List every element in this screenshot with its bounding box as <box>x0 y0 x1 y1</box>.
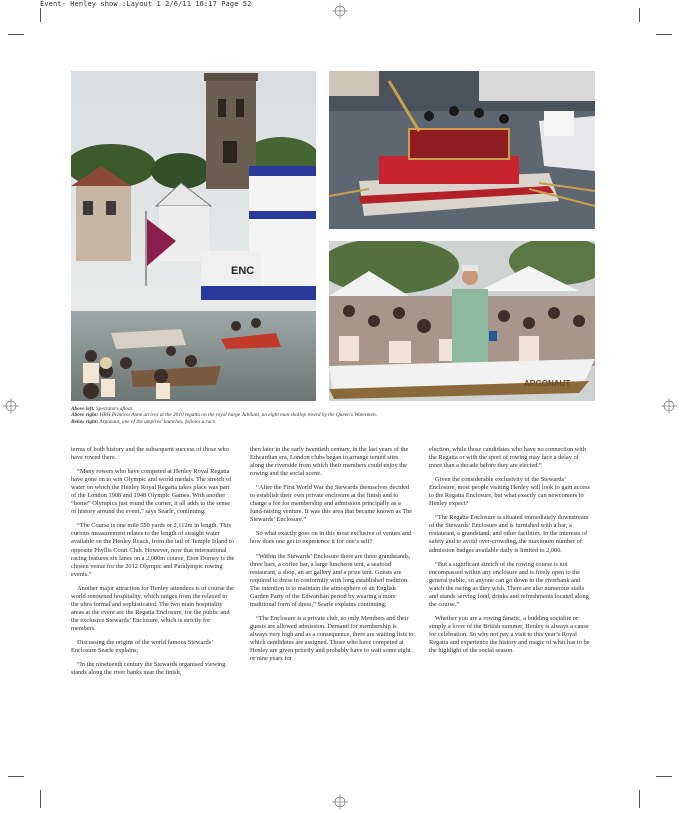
caption-above-left: Above left: Spectators afloat. <box>71 406 134 412</box>
crop-mark <box>656 34 672 35</box>
paragraph: Given the considerable exclusivity of the Stewards’ Enclosure, most people visiting Henley will look to gain access to the Regatta Enclosure, but what exactly can newcomers to Henley expect? <box>429 476 591 508</box>
umpire-launch-photo <box>329 241 595 401</box>
paragraph: then later in the early twentieth century, in the last years of the Edwardian era, London clubs began to arrange tented sites along the riverside from which their members could enjoy the rowing and the social scene. <box>250 446 409 478</box>
photo-captions <box>71 406 611 425</box>
article-column-3 <box>429 446 593 655</box>
paragraph: “The Enclosure is a private club, so only Members and their guests are allowed admission. Demand for membership is always very high and as a consequence, there are waiting lists to which candidates are assigned. Those who have competed at Henley are given priority and probably have to wait some eight or nine years for <box>250 614 414 663</box>
paragraph: Whether you are a rowing fanatic, a budding socialite or simply a lover of the British summer, Henley is always a cause for celebration. So why not pay a visit to this year’s Royal Regatta and experience the history and magic of what has to be the highlight of the social season. <box>429 614 590 655</box>
paragraph: election, while those candidates who have no connection with the Regatta or with the sport of rowing may face a delay of more than a decade before they are elected.” <box>429 446 586 470</box>
paragraph: terms of both history and the subsequent success of those who have rowed there. <box>71 446 229 462</box>
paragraph: “The Regatta Enclosure is situated immediately downstream of the Stewards’ Enclosure and is furnished with a bar, a restaurant, a grandstand, and other facilities. In the interests of safety and to avoid over-crowding, the maximum number of admission badges available daily is limited to 2,000. <box>429 514 589 554</box>
paragraph: “Many rowers who have competed at Henley Royal Regatta have gone on to win Olympic and world medals. The stretch of water on which the Henley Royal Regatta takes place was part of the London 1908 and 1948 Olympic Games. With another “home” Olympics just round the corner, it all adds to the sense of history around the event,” says Searle, continuing; <box>71 468 232 516</box>
paragraph: So what exactly goes on in this most exclusive of venues and how does one get to experience it for one’s self? <box>250 530 412 546</box>
registration-mark-icon <box>3 398 19 414</box>
regatta-tower-photo <box>71 71 316 401</box>
article-column-2 <box>250 446 414 663</box>
caption-above-right: Above right: HRH Princess Anne arrives at the 2010 regatta on the royal barge Jubilant, an eight man shallop rowed by the Queen's Watermen. <box>71 412 377 419</box>
crop-mark <box>8 34 24 35</box>
crop-mark <box>40 8 41 22</box>
crop-mark <box>639 8 640 22</box>
crop-mark <box>639 790 640 808</box>
paragraph: “In the nineteenth century the Stewards organised viewing stands along the river banks near the finish, <box>71 661 226 677</box>
paragraph: “After the First World War the Stewards themselves decided to establish their own private enclosure at the finish and to charge a fee for membership and admission principally as a fund-raising venture. It was this area that became known as The Stewards’ Enclosure.” <box>250 484 413 524</box>
article-column-1 <box>71 446 235 677</box>
registration-mark-icon <box>661 398 677 414</box>
royal-barge-photo <box>329 71 595 229</box>
boat-name-label: ARGONAUT <box>524 379 571 388</box>
paragraph: “Within the Stewards’ Enclosure there are three grandstands, three bars, a coffee bar, a large luncheon tent, a seafood restaurant, a shop, an art gallery and a prize tent. Guests are required to dress in conformity with long established tradition. The intention is to maintain the atmosphere of an English Garden Party of the Edwardian period by wearing a more traditional form of dress,” Searle explains continuing; <box>250 552 411 608</box>
svg-text:ENC: ENC <box>231 265 255 277</box>
paragraph: Discussing the origins of the world famous Stewards’ Enclosure Searle explains; <box>71 638 213 655</box>
caption-below-right: Below right: Argonaut, one of the umpires' launches, follows a race. <box>71 418 217 425</box>
paragraph: Another major attraction for Henley attendees is of course the world renowned hospitality, which ranges from the relaxed to the ultra formal and sophisticated. The two main hospitality areas at the event are the Regatta Enclosure, for the public and the exclusive Stewards’ Enclosure, which is strictly for members. <box>71 584 234 632</box>
crop-mark <box>40 790 41 808</box>
registration-mark-icon <box>332 3 348 19</box>
registration-mark-icon <box>332 794 348 810</box>
paragraph: “But a significant stretch of the rowing course is not encompassed within any enclosure and is freely open to the general public, so anyone can go down to the riverbank and watch the racing as they wish. There are also numerous stalls and stands serving food, drinks and refreshments located along the course.” <box>429 560 589 608</box>
crop-mark <box>656 776 672 777</box>
paragraph: “The Course is one mile 550 yards or 2,112m in length. This curious measurement relates to the length of straight water available on the Henley Reach, from the tail of Temple Island to opposite Phyllis Court Club. However, now that international racing features six lanes on a 2,000m course, Eton Dorney is the chosen venue for the 2012 Olympic and Paralympic rowing events.” <box>71 522 235 578</box>
crop-mark <box>8 776 24 777</box>
print-slug: Event- Henley show :Layout 1 2/6/11 16:17 Page 52 <box>40 0 252 8</box>
